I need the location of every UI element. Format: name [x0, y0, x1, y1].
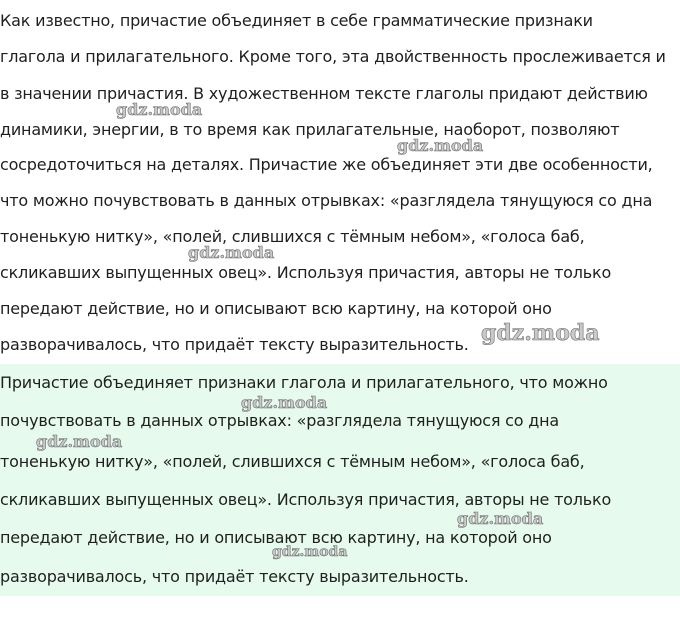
text-line: в значении причастия. В художественном тексте глаголы придают действию: [0, 84, 648, 103]
text-line: передают действие, но и описывают всю картину, на которой оно: [0, 299, 552, 318]
text-line: Причастие объединяет признаки глагола и прилагательного, что можно: [0, 373, 608, 392]
text-line: разворачивалось, что придаёт тексту выразительность.: [0, 335, 469, 354]
text-line: Как известно, причастие объединяет в себе грамматические признаки: [0, 11, 593, 30]
text-line: тоненькую нитку», «полей, слившихся с тёмным небом», «голоса баб,: [0, 452, 585, 471]
watermark: gdz.moda: [188, 243, 275, 262]
text-line: что можно почувствовать в данных отрывках: «разглядела тянущуюся со дна: [0, 191, 653, 210]
watermark: gdz.moda: [36, 432, 123, 451]
watermark: gdz.moda: [397, 136, 484, 155]
text-line: сосредоточиться на деталях. Причастие же объединяет эти две особенности,: [0, 155, 653, 174]
text-line: тоненькую нитку», «полей, слившихся с тёмным небом», «голоса баб,: [0, 227, 585, 246]
text-line: скликавших выпущенных овец». Используя причастия, авторы не только: [0, 490, 612, 509]
text-line: передают действие, но и описывают всю картину, на которой оно: [0, 528, 552, 547]
watermark: gdz.moda: [457, 509, 544, 528]
paragraph-summary-highlight: [0, 364, 680, 596]
watermark: gdz.moda: [481, 320, 600, 346]
text-line: скликавших выпущенных овец». Используя причастия, авторы не только: [0, 263, 612, 282]
watermark: gdz.moda: [241, 393, 328, 412]
text-line: динамики, энергии, в то время как прилагательные, наоборот, позволяют: [0, 120, 620, 139]
text-line: глагола и прилагательного. Кроме того, эта двойственность прослеживается и: [0, 47, 666, 66]
text-line: почувствовать в данных отрывках: «разглядела тянущуюся со дна: [0, 411, 559, 430]
watermark: gdz.moda: [116, 100, 203, 119]
text-line: разворачивалось, что придаёт тексту выразительность.: [0, 567, 469, 586]
watermark: gdz.moda: [272, 544, 348, 560]
